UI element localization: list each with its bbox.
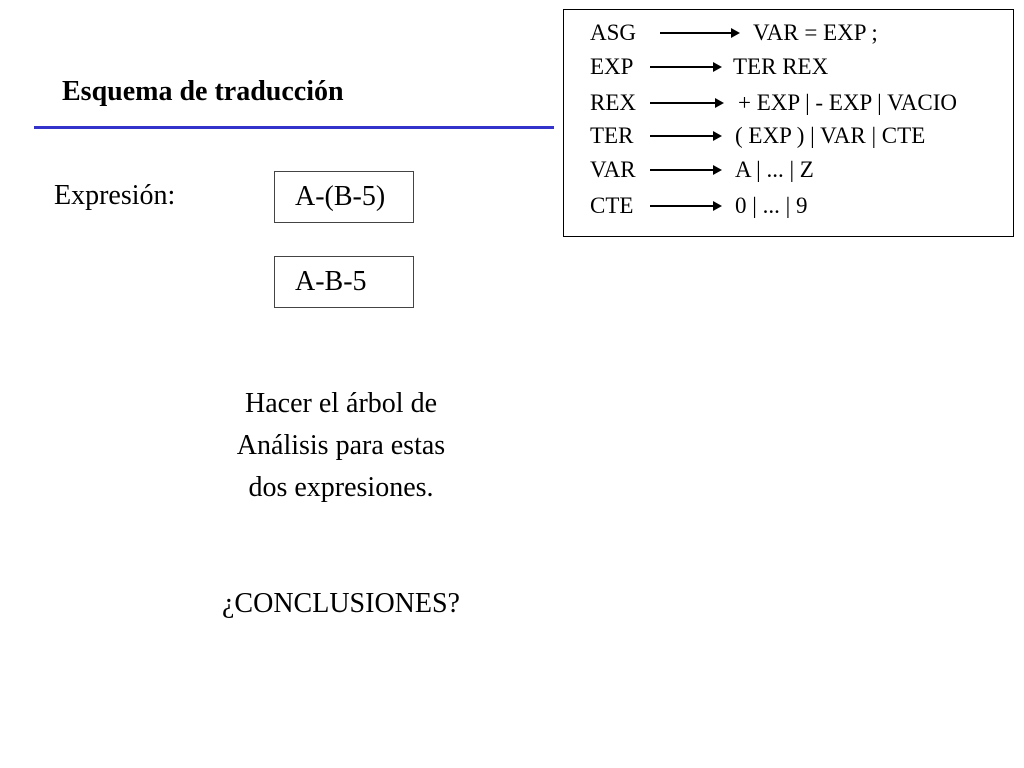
- arrow-icon: [650, 169, 720, 171]
- grammar-rhs: ( EXP ) | VAR | CTE: [735, 123, 926, 148]
- grammar-rhs: + EXP | - EXP | VACIO: [738, 90, 957, 115]
- grammar-lhs: CTE: [590, 193, 634, 218]
- slide-title: Esquema de traducción: [62, 76, 344, 107]
- grammar-lhs: VAR: [590, 157, 636, 182]
- grammar-lhs: TER: [590, 123, 634, 148]
- instruction-text: [191, 383, 491, 509]
- title-underline: [34, 126, 554, 129]
- expression-label: Expresión:: [54, 180, 176, 211]
- arrow-icon: [650, 66, 720, 68]
- instruction-line: Hacer el árbol de: [245, 388, 437, 419]
- expression-box-1: A-(B-5): [274, 171, 414, 223]
- grammar-box: [563, 9, 1014, 237]
- grammar-lhs: ASG: [590, 20, 637, 45]
- grammar-rhs: A | ... | Z: [735, 157, 814, 182]
- grammar-rhs: 0 | ... | 9: [735, 193, 808, 218]
- arrow-icon: [660, 32, 738, 34]
- grammar-lhs: REX: [590, 90, 636, 115]
- arrow-icon: [650, 102, 722, 104]
- grammar-rhs: VAR = EXP ;: [753, 20, 878, 45]
- expression-box-2: A-B-5: [274, 256, 414, 308]
- instruction-line: dos expresiones.: [248, 472, 434, 503]
- arrow-icon: [650, 205, 720, 207]
- arrow-icon: [650, 135, 720, 137]
- grammar-rhs: TER REX: [733, 54, 829, 79]
- instruction-line: Análisis para estas: [236, 430, 446, 461]
- grammar-lhs: EXP: [590, 54, 634, 79]
- conclusions-text: ¿CONCLUSIONES?: [222, 588, 460, 619]
